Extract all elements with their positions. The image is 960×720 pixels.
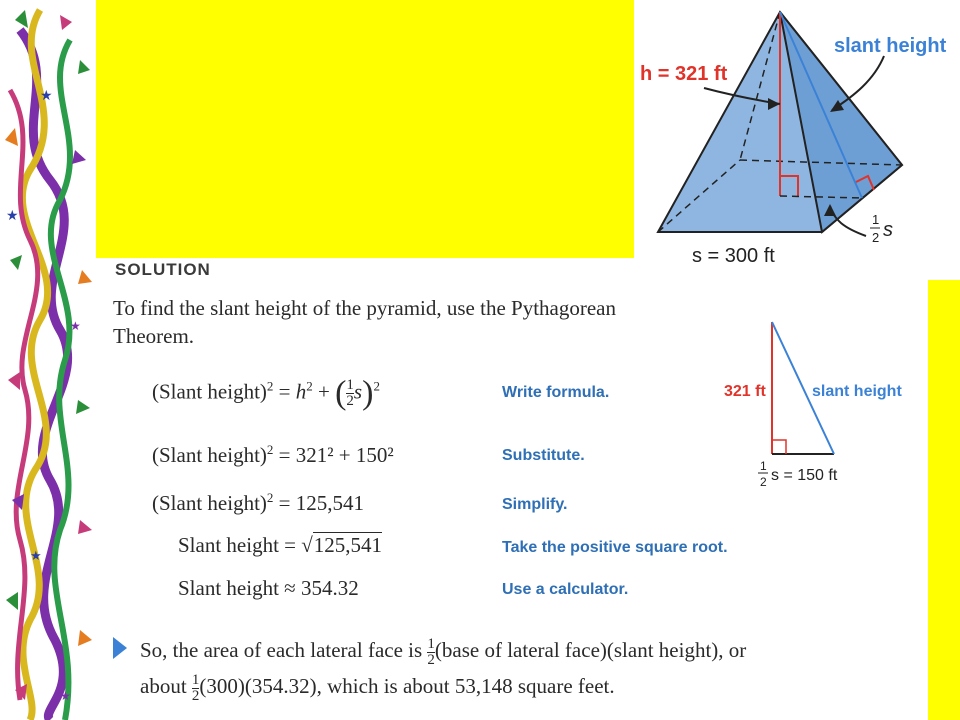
step-annotation: Simplify. <box>502 496 568 513</box>
pyramid-diagram <box>634 0 960 270</box>
equation-row: Slant height = √125,541 <box>178 533 383 557</box>
svg-text:★: ★ <box>70 319 81 333</box>
streamer-decoration <box>0 0 96 720</box>
triangle-base-numerator: 1 <box>760 459 767 473</box>
solution-heading: SOLUTION <box>115 260 211 279</box>
equation-row: (Slant height)$^2$ = 321² + 150² <box>152 442 394 467</box>
highlight-box-right <box>928 280 960 720</box>
triangle-base-label: s = 150 ft <box>771 467 838 484</box>
step-annotation: Take the positive square root. <box>502 539 728 556</box>
intro-text: To find the slant height of the pyramid, use the Pythagorean Theorem. <box>113 296 616 348</box>
height-label: h = 321 ft <box>640 63 728 85</box>
svg-text:★: ★ <box>30 548 42 563</box>
step-annotation: Substitute. <box>502 447 585 464</box>
triangle-slant-label: slant height <box>812 383 902 400</box>
step-annotation: Write formula. <box>502 384 610 401</box>
slant-height-label: slant height <box>834 35 947 57</box>
equation-row: (Slant height)$^2$ = $h^2$ + ( $\frac{1}{2}$ s)$^2$ <box>152 374 380 412</box>
half-s-numerator: 1 <box>872 212 880 227</box>
bullet-arrow-icon <box>113 637 127 659</box>
right-triangle-diagram <box>720 312 920 502</box>
half-s-denominator: 2 <box>872 230 880 245</box>
half-s-variable: s <box>883 219 893 241</box>
triangle-height-label: 321 ft <box>724 383 766 400</box>
svg-text:★: ★ <box>40 89 53 104</box>
step-annotation: Use a calculator. <box>502 581 629 598</box>
triangle-base-denominator: 2 <box>760 475 767 489</box>
svg-text:★: ★ <box>6 209 19 224</box>
conclusion-text: So, the area of each lateral face is $\frac{1}{2}$ (base of lateral face)(slant height), or about $\frac{1}{2}$ (300)(354.32), which is about 53,148 square feet. <box>140 635 747 704</box>
highlight-box-top <box>96 0 634 258</box>
side-length-label: s = 300 ft <box>692 245 775 267</box>
equation-row: Slant height ≈ 354.32 <box>178 576 359 600</box>
svg-text:★: ★ <box>60 689 71 703</box>
equation-row: (Slant height)$^2$ = 125,541 <box>152 490 364 515</box>
